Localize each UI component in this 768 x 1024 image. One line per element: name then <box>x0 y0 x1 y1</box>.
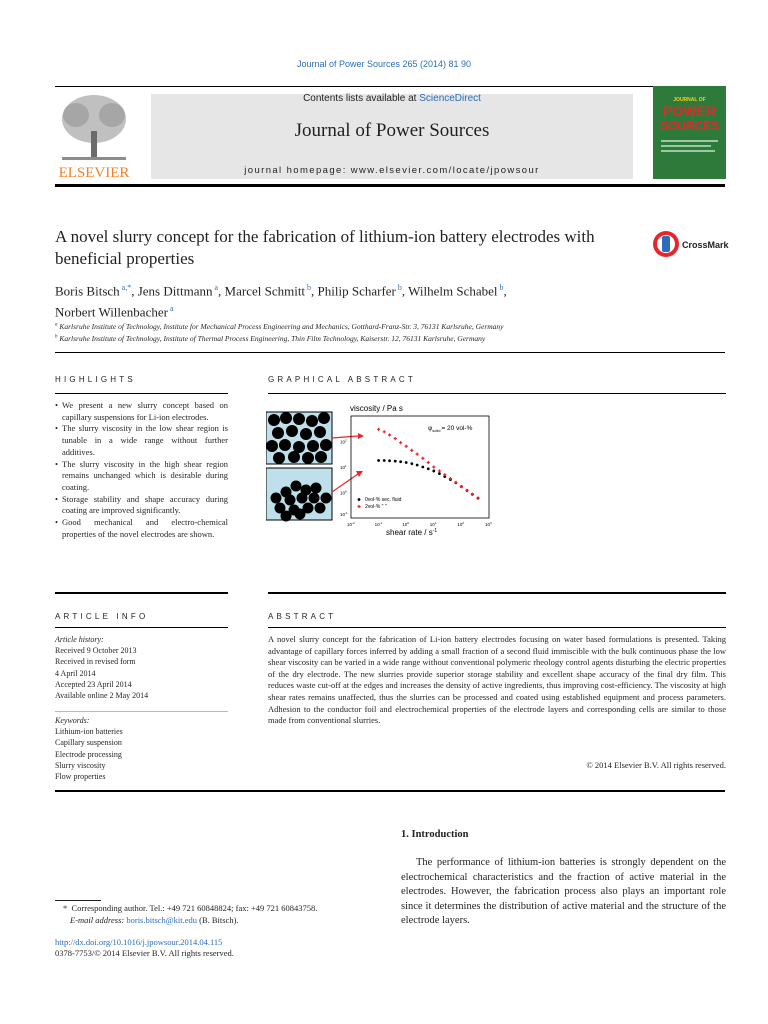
cover-title-line-3: SOURCES <box>659 119 720 133</box>
keywords-block <box>55 715 235 782</box>
crossmark-badge[interactable] <box>652 228 732 260</box>
particle <box>306 415 318 427</box>
crossmark-icon <box>652 228 732 260</box>
author-list <box>55 279 635 322</box>
author-affiliation-mark[interactable]: b <box>305 283 312 292</box>
author-name: Jens Dittmann <box>137 283 213 299</box>
legend-marker <box>357 505 360 508</box>
y-tick-label: $10^0$ <box>340 489 347 496</box>
article-history-lines <box>55 645 235 701</box>
highlights-heading: HIGHLIGHTS <box>55 375 136 384</box>
highlight-item: • We present a new slurry concept based on capillary suspensions for Li-ion electrodes. <box>55 400 228 423</box>
author-separator: , <box>131 283 138 299</box>
author-affiliation-mark[interactable]: a <box>212 283 219 292</box>
particle <box>279 439 291 451</box>
data-point-2vol <box>471 493 474 496</box>
data-point-2vol <box>416 453 419 456</box>
abstract-rule <box>268 627 726 628</box>
highlights-list <box>55 400 228 540</box>
elsevier-logo <box>54 91 134 181</box>
legend-label: 0vol-% sec. fluid <box>365 497 402 503</box>
contents-prefix: Contents lists available at <box>303 93 420 104</box>
particle <box>271 493 282 504</box>
author-separator: , <box>218 283 225 299</box>
highlight-item: • The slurry viscosity in the low shear region is tunable in a wide range without further additives. <box>55 423 228 458</box>
y-tick-label: $10^{-1}$ <box>340 511 348 517</box>
particle <box>285 495 296 506</box>
author-affiliation-mark[interactable]: a,* <box>119 283 132 292</box>
journal-cover-art <box>653 86 726 179</box>
author-separator: , <box>401 283 409 299</box>
particle <box>320 439 332 451</box>
data-point-0vol <box>405 461 408 464</box>
data-point-2vol <box>410 449 413 452</box>
highlight-item: • Storage stability and shape accuracy during coating are improved significantly. <box>55 494 228 517</box>
data-point-2vol <box>476 497 479 500</box>
data-point-0vol <box>377 459 380 462</box>
data-point-2vol <box>399 441 402 444</box>
header-top-rule <box>55 86 725 87</box>
highlights-rule <box>55 393 228 394</box>
title-block-rule <box>55 352 725 353</box>
data-point-2vol <box>460 485 463 488</box>
y-tick-label: $10^2$ <box>340 438 347 445</box>
abstract-text: A novel slurry concept for the fabrication of Li-ion battery electrodes focusing on water based formulations is presented. Taking advantage of capillary forces inferred by adding a small fraction of a second fluid immiscible with the bulk continuous phase the low shear viscosity can be varied in a wide range without conventional polymeric rheology control agents disturbing the electric properties of the dry electrode. The new slurries provide superior storage stability and excellent shape accuracy of the final dry film. This reduces waste cut-off at the edges and increases the density of active ingredients, thus improving cost-efficiency. The viscosity at high shear rates remains unaffected, thus the slurries can be processed and coated using established equipment and process parameters. Adhesion to the conductor foil and electrochemical properties of the electrode layers and corresponding cells are similar to those made from conventional slurries. <box>268 634 726 726</box>
introduction-heading: 1. Introduction <box>401 829 469 840</box>
particle <box>280 412 292 424</box>
particle <box>302 452 314 464</box>
abstract-heading: ABSTRACT <box>268 612 337 621</box>
article-title: A novel slurry concept for the fabrication of lithium-ion battery electrodes with beneficial properties <box>55 227 595 268</box>
keyword-item: Slurry viscosity <box>55 760 106 770</box>
particle <box>268 414 280 426</box>
author-name: Norbert Willenbacher <box>55 304 168 320</box>
corresponding-author-footnote <box>55 903 375 926</box>
plot-legend <box>357 497 401 510</box>
particle <box>291 481 302 492</box>
history-line: Accepted 23 April 2014 <box>55 679 132 689</box>
data-point-2vol <box>421 457 424 460</box>
article-history-label: Article history: <box>55 635 104 644</box>
highlight-item: • Good mechanical and electro-chemical properties of the novel electrodes are shown. <box>55 517 228 540</box>
graphical-abstract-heading: GRAPHICAL ABSTRACT <box>268 375 416 384</box>
footnote-email-suffix: (B. Bitsch). <box>199 914 239 925</box>
data-point-0vol <box>394 460 397 463</box>
keywords-label: Keywords: <box>55 716 90 725</box>
data-point-0vol <box>388 459 391 462</box>
affiliation-b-text: Karlsruhe Institute of Technology, Institute of Thermal Process Engineering, Thin Film Technology, Kaiserstr. 12, 76131 Karlsruhe, Germany <box>59 334 486 343</box>
particle <box>266 440 278 452</box>
particle <box>318 412 330 424</box>
history-line: Available online 2 May 2014 <box>55 691 149 701</box>
crossmark-label: CrossMark <box>682 240 729 250</box>
history-line: Received in revised form <box>55 657 136 667</box>
data-point-0vol <box>427 467 430 470</box>
data-point-0vol <box>383 459 386 462</box>
x-tick-label: $10^2$ <box>457 521 465 527</box>
affiliation-a <box>55 322 504 331</box>
particle <box>321 493 332 504</box>
article-history <box>55 634 235 701</box>
y-tick-labels <box>340 439 348 518</box>
data-point-0vol <box>410 462 413 465</box>
x-tick-label: $10^{-1}$ <box>374 521 383 527</box>
footnote-rule <box>55 900 101 901</box>
author-separator: , <box>503 283 507 299</box>
journal-citation[interactable]: Journal of Power Sources 265 (2014) 81 90 <box>296 59 472 69</box>
data-point-2vol <box>383 430 386 433</box>
particle <box>311 483 322 494</box>
highlights-bottom-rule <box>55 592 228 594</box>
footnote-line-1 <box>55 903 375 915</box>
author-affiliation-mark[interactable]: b <box>497 283 504 292</box>
author-affiliation-mark[interactable]: b <box>395 283 402 292</box>
particle <box>315 451 327 463</box>
particle <box>297 493 308 504</box>
author-name: Boris Bitsch <box>55 283 120 299</box>
sciencedirect-link[interactable]: ScienceDirect <box>419 93 481 104</box>
particle <box>295 509 306 520</box>
issn-line: 0378-7753/© 2014 Elsevier B.V. All rights reserved. <box>55 948 234 958</box>
plot-points <box>377 428 480 500</box>
particle <box>272 427 284 439</box>
particle <box>273 452 285 464</box>
x-tick-label: $10^3$ <box>485 521 492 527</box>
data-point-2vol <box>438 469 441 472</box>
doi-link[interactable]: http://dx.doi.org/10.1016/j.jpowsour.2014.04.115 <box>55 937 223 947</box>
particle <box>293 413 305 425</box>
cover-title-line-1: JOURNAL OF <box>673 97 706 103</box>
particle <box>315 503 326 514</box>
keyword-item: Lithium-ion batteries <box>55 727 123 737</box>
particle <box>281 511 292 522</box>
x-tick-label: $10^{-2}$ <box>347 521 355 527</box>
x-tick-labels <box>347 521 492 527</box>
particle <box>300 428 312 440</box>
particle <box>288 451 300 463</box>
graphical-abstract-rule <box>268 393 726 394</box>
data-point-2vol <box>394 437 397 440</box>
footnote-email-link[interactable]: boris.bitsch@kit.edu <box>126 914 197 925</box>
legend-marker <box>358 498 361 501</box>
keyword-item: Capillary suspension <box>55 738 122 748</box>
article-info-rule <box>55 627 228 628</box>
highlight-item: • The slurry viscosity in the high shear region remains unchanged which is desirable during coating. <box>55 459 228 494</box>
data-point-2vol <box>465 489 468 492</box>
data-point-2vol <box>377 428 380 431</box>
data-point-2vol <box>405 445 408 448</box>
journal-homepage[interactable]: journal homepage: www.elsevier.com/locate/jpowsour <box>244 165 540 176</box>
front-matter-bottom-rule <box>55 790 725 792</box>
header-bottom-rule <box>55 184 725 187</box>
footnote-email-label: E-mail address: <box>70 914 125 925</box>
keyword-item: Flow properties <box>55 772 106 782</box>
graphical-abstract-bottom-rule <box>268 592 726 594</box>
data-point-0vol <box>432 470 435 473</box>
history-line: 4 April 2014 <box>55 668 96 678</box>
y-tick-label: $10^1$ <box>340 464 347 470</box>
x-tick-label: $10^1$ <box>429 521 437 527</box>
data-point-0vol <box>421 466 424 469</box>
data-point-0vol <box>438 472 441 475</box>
y-axis-label: viscosity / Pa s <box>350 404 403 413</box>
particle <box>286 425 298 437</box>
cover-title-line-2: POWER <box>663 103 716 119</box>
keyword-item: Electrode processing <box>55 749 122 759</box>
phi-annotation: $\varphi_{solid}= 20$ vol-% <box>428 425 473 433</box>
keyword-lines <box>55 726 235 782</box>
data-point-2vol <box>432 465 435 468</box>
author-affiliation-mark[interactable]: a <box>167 304 174 314</box>
elsevier-wordmark: ELSEVIER <box>58 165 130 181</box>
journal-name: Journal of Power Sources <box>294 120 490 141</box>
author-separator: , <box>311 283 318 299</box>
journal-cover <box>653 86 726 179</box>
footnote-line-2 <box>55 915 375 927</box>
introduction-text: The performance of lithium-ion batteries is strongly dependent on the electrochemical characteristics and the fraction of active material in the electrodes. However, the fabrication process also plays an important role since it determines the distribution of active material and the structure of the electrode layers. <box>401 857 726 926</box>
author-name: Philip Scharfer <box>317 283 396 299</box>
particle <box>309 493 320 504</box>
graphical-abstract-figure <box>266 400 496 540</box>
legend-label: 2vol-% " " <box>365 504 387 510</box>
data-point-2vol <box>427 461 430 464</box>
history-line: Received 9 October 2013 <box>55 646 137 656</box>
affiliation-a-mark: a <box>55 322 58 328</box>
x-tick-label: $10^0$ <box>402 521 409 527</box>
affiliation-b-mark: b <box>55 334 58 340</box>
data-point-2vol <box>388 433 391 436</box>
particle <box>314 426 326 438</box>
author-name: Wilhelm Schabel <box>408 283 498 299</box>
footnote-star: * <box>63 903 68 913</box>
data-point-0vol <box>416 464 419 467</box>
keywords-divider <box>55 711 228 712</box>
particle <box>307 440 319 452</box>
author-name: Marcel Schmitt <box>224 283 306 299</box>
article-info-heading: ARTICLE INFO <box>55 612 149 621</box>
x-axis-label: shear rate / $s^{-1}$ <box>386 528 438 537</box>
abstract-copyright: © 2014 Elsevier B.V. All rights reserved. <box>586 760 726 770</box>
affiliation-b <box>55 334 485 343</box>
affiliation-a-text: Karlsruhe Institute of Technology, Institute for Mechanical Process Engineering and Mechanics, Gotthard-Franz-Str. 3, 76131 Karlsruhe, Germany <box>59 322 504 331</box>
contents-line <box>151 93 633 104</box>
data-point-0vol <box>399 460 402 463</box>
footnote-corresponding: Corresponding author. Tel.: +49 721 60848824; fax: +49 721 60843758. <box>71 903 318 913</box>
